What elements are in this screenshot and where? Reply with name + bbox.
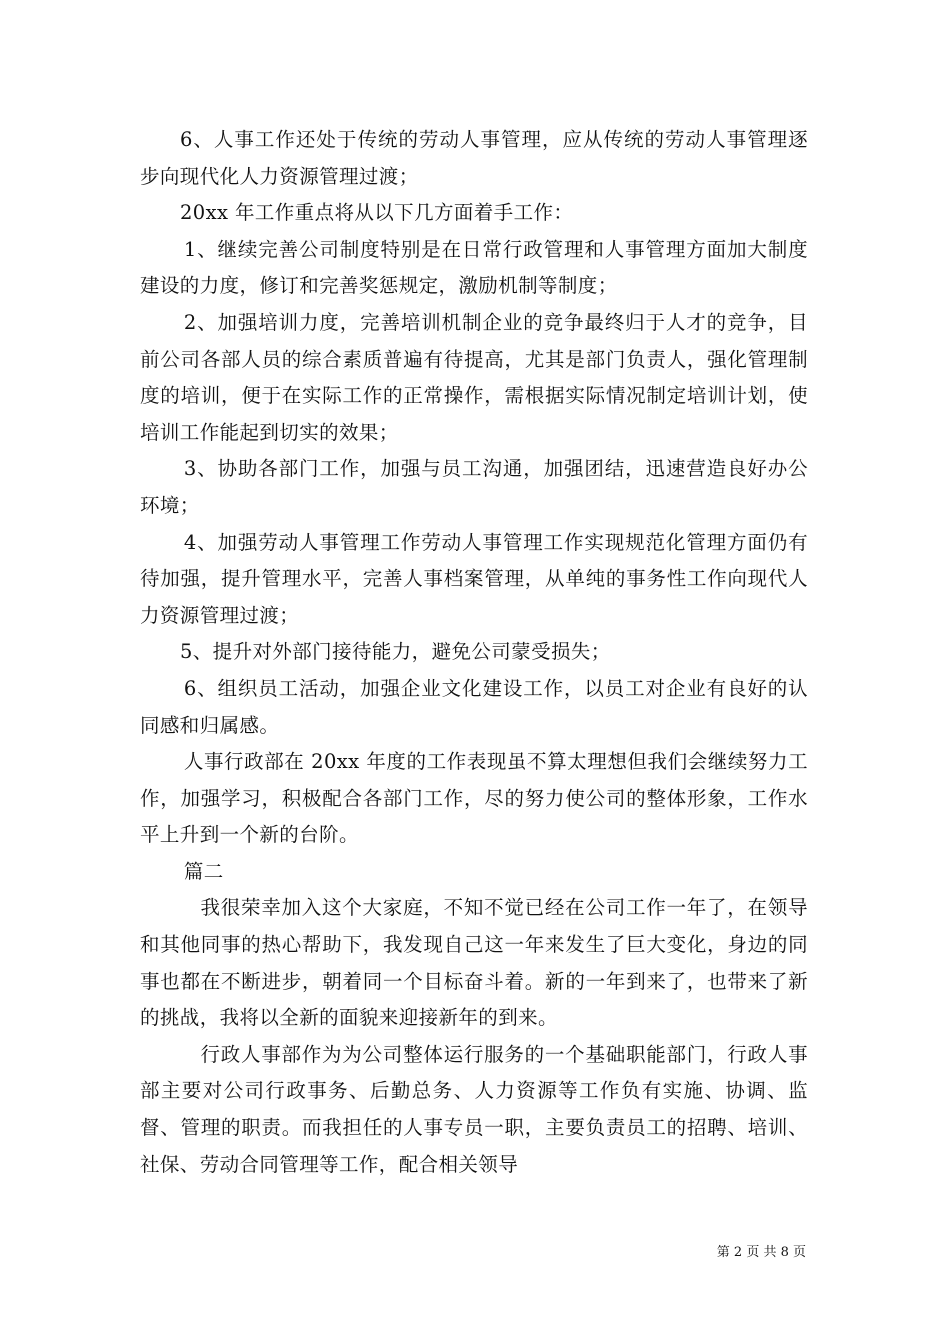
document-body bbox=[140, 122, 808, 1183]
paragraph-focus-3: 3、协助各部门工作，加强与员工沟通，加强团结，迅速营造良好办公环境； bbox=[140, 457, 808, 517]
paragraph-department-duties: 行政人事部作为为公司整体运行服务的一个基础职能部门，行政人事部主要对公司行政事务、后勤总务、人力资源等工作负有实施、协调、监督、管理的职责。而我担任的人事专员一职，主要负责员工的招聘、培训、社保、劳动合同管理等工作，配合相关领导 bbox=[140, 1042, 808, 1176]
paragraph-item-6-status: 6、人事工作还处于传统的劳动人事管理，应从传统的劳动人事管理逐步向现代化人力资源管理过渡； bbox=[140, 128, 808, 188]
section-heading-part-two: 篇二 bbox=[183, 859, 224, 883]
paragraph-conclusion: 人事行政部在 20xx 年度的工作表现虽不算太理想但我们会继续努力工作，加强学习，积极配合各部门工作，尽的努力使公司的整体形象，工作水平上升到一个新的台阶。 bbox=[140, 750, 808, 847]
paragraph-work-focus-intro: 20xx 年工作重点将从以下几方面着手工作： bbox=[179, 201, 574, 225]
paragraph-focus-5: 5、提升对外部门接待能力，避免公司蒙受损失； bbox=[179, 640, 611, 664]
paragraph-part-two-intro: 我很荣幸加入这个大家庭，不知不觉已经在公司工作一年了，在领导和其他同事的热心帮助下，我发现自己这一年来发生了巨大变化，身边的同事也都在不断进步，朝着同一个目标奋斗着。新的一年到来了，也带来了新的挑战，我将以全新的面貌来迎接新年的到来。 bbox=[140, 896, 808, 1030]
paragraph-focus-4: 4、加强劳动人事管理工作劳动人事管理工作实现规范化管理方面仍有待加强，提升管理水平，完善人事档案管理，从单纯的事务性工作向现代人力资源管理过渡； bbox=[140, 530, 808, 627]
page-number-footer: 第 2 页 共 8 页 bbox=[716, 1245, 806, 1260]
paragraph-focus-1: 1、继续完善公司制度特别是在日常行政管理和人事管理方面加大制度建设的力度，修订和完善奖惩规定，激励机制等制度； bbox=[140, 237, 808, 298]
paragraph-focus-2: 2、加强培训力度，完善培训机制企业的竞争最终归于人才的竞争，目前公司各部人员的综合素质普遍有待提高，尤其是部门负责人，强化管理制度的培训，便于在实际工作的正常操作，需根据实际情况制定培训计划，使培训工作能起到切实的效果； bbox=[140, 310, 808, 444]
paragraph-focus-6: 6、组织员工活动，加强企业文化建设工作，以员工对企业有良好的认同感和归属感。 bbox=[140, 676, 808, 737]
